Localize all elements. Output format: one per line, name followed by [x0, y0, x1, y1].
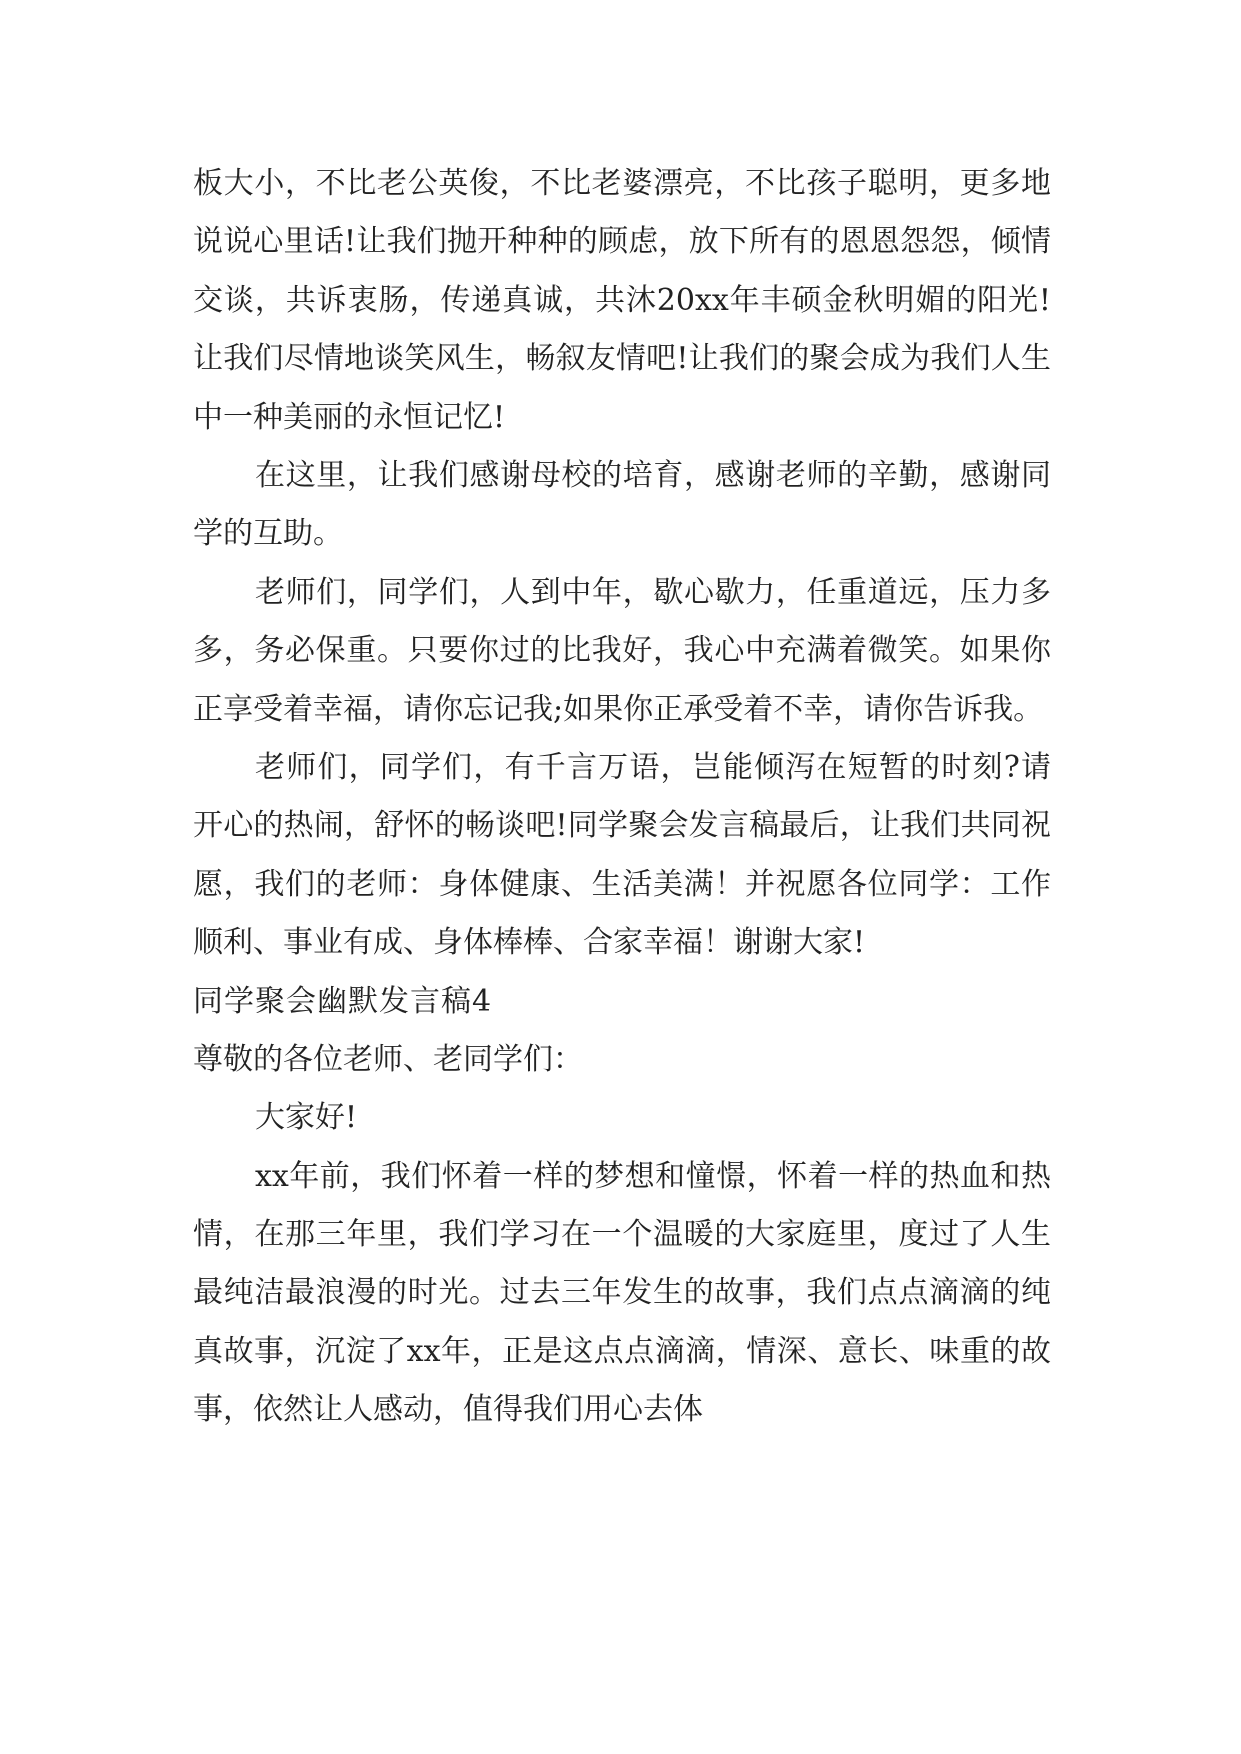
paragraph-4: 老师们，同学们，有千言万语，岂能倾泻在短暂的时刻?请开心的热闹，舒怀的畅谈吧!同学聚会发言稿最后，让我们共同祝愿，我们的老师：身体健康、生活美满！并祝愿各位同学：工作顺利、事业有成、身体棒棒、合家幸福！谢谢大家!	[193, 750, 1051, 961]
paragraph-2: 在这里，让我们感谢母校的培育，感谢老师的辛勤，感谢同学的互助。	[193, 458, 1051, 552]
paragraph-5: xx年前，我们怀着一样的梦想和憧憬，怀着一样的热血和热情，在那三年里，我们学习在一个温暖的大家庭里，度过了人生最纯洁最浪漫的时光。过去三年发生的故事，我们点点滴滴的纯真故事，沉淀了xx年，正是这点点滴滴，情深、意长、味重的故事，依然让人感动，值得我们用心去体	[193, 1158, 1051, 1428]
section-title: 同学聚会幽默发言稿4	[193, 983, 493, 1019]
paragraph-1: 板大小，不比老公英俊，不比老婆漂亮，不比孩子聪明，更多地说说心里话!让我们抛开种种的顾虑，放下所有的恩恩怨怨，倾情交谈，共诉衷肠，传递真诚，共沐20xx年丰硕金秋明媚的阳光!让我们尽情地谈笑风生，畅叙友情吧!让我们的聚会成为我们人生中一种美丽的永恒记忆!	[193, 166, 1051, 435]
greeting: 大家好!	[255, 1100, 358, 1136]
salutation: 尊敬的各位老师、老同学们：	[193, 1041, 583, 1077]
document-body	[193, 155, 1051, 1440]
paragraph-3: 老师们，同学们，人到中年，歇心歇力，任重道远，压力多多，务必保重。只要你过的比我好，我心中充满着微笑。如果你正享受着幸福，请你忘记我;如果你正承受着不幸，请你告诉我。	[193, 574, 1051, 727]
